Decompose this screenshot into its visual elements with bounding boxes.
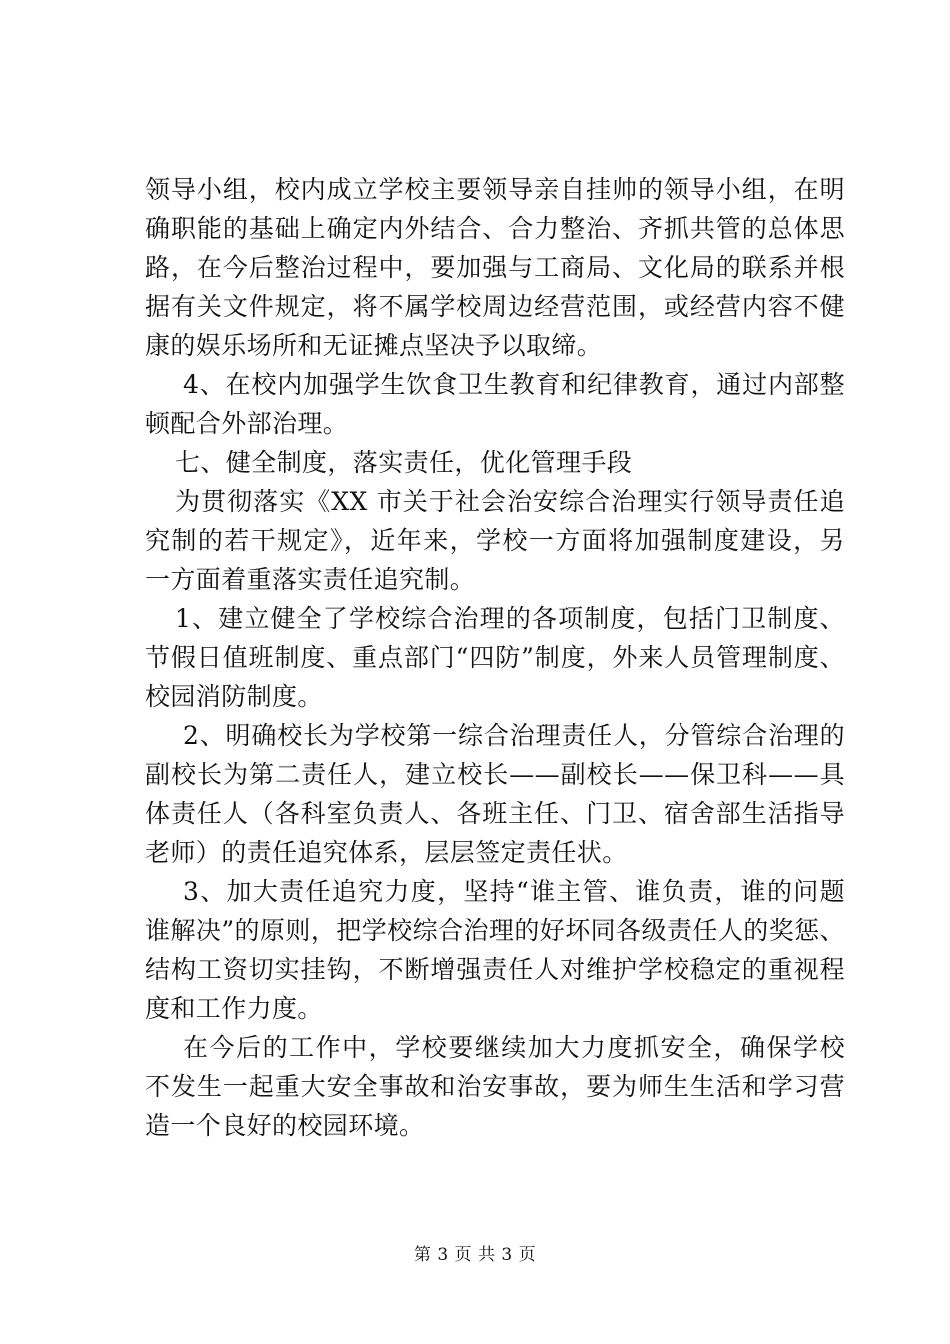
text-line: 节假日值班制度、重点部门“四防”制度，外来人员管理制度、	[145, 643, 845, 672]
section-heading: 七、健全制度，落实责任，优化管理手段	[175, 448, 633, 477]
text-line: 造一个良好的校园环境。	[145, 1111, 425, 1140]
text-line: 副校长为第二责任人，建立校长——副校长——保卫科——具	[145, 760, 845, 789]
text-line: 领导小组，校内成立学校主要领导亲自挂帅的领导小组，在明	[145, 175, 845, 204]
text-line: 结构工资切实挂钩，不断增强责任人对维护学校稳定的重视程	[145, 955, 845, 984]
text-line: 体责任人（各科室负责人、各班主任、门卫、宿舍部生活指导	[145, 799, 845, 828]
page-number: 第 3 页 共 3 页	[413, 1245, 537, 1265]
text-line: 据有关文件规定，将不属学校周边经营范围，或经营内容不健	[145, 292, 845, 321]
text-line: 为贯彻落实《XX 市关于社会治安综合治理实行领导责任追	[175, 487, 845, 516]
text-line: 一方面着重落实责任追究制。	[145, 565, 476, 594]
text-line: 路，在今后整治过程中，要加强与工商局、文化局的联系并根	[145, 253, 845, 282]
page-footer	[0, 1240, 950, 1265]
text-line: 在今后的工作中，学校要继续加大力度抓安全，确保学校	[183, 1033, 845, 1062]
text-line: 康的娱乐场所和无证摊点坚决予以取缔。	[145, 331, 603, 360]
text-line: 老师）的责任追究体系，层层签定责任状。	[145, 838, 628, 867]
text-line: 度和工作力度。	[145, 994, 323, 1023]
text-line: 顿配合外部治理。	[145, 409, 349, 438]
text-line: 3、加大责任追究力度，坚持“谁主管、谁负责，谁的问题	[183, 877, 845, 906]
text-line: 不发生一起重大安全事故和治安事故，要为师生生活和学习营	[145, 1072, 845, 1101]
text-line: 校园消防制度。	[145, 682, 323, 711]
text-line: 4、在校内加强学生饮食卫生教育和纪律教育，通过内部整	[183, 370, 845, 399]
document-body	[145, 170, 845, 1145]
text-line: 2、明确校长为学校第一综合治理责任人，分管综合治理的	[183, 721, 845, 750]
text-line: 确职能的基础上确定内外结合、合力整治、齐抓共管的总体思	[145, 214, 845, 243]
text-line: 究制的若干规定》，近年来，学校一方面将加强制度建设，另	[145, 526, 845, 555]
text-line: 谁解决”的原则，把学校综合治理的好坏同各级责任人的奖惩、	[145, 916, 845, 945]
text-line: 1、建立健全了学校综合治理的各项制度，包括门卫制度、	[175, 604, 845, 633]
